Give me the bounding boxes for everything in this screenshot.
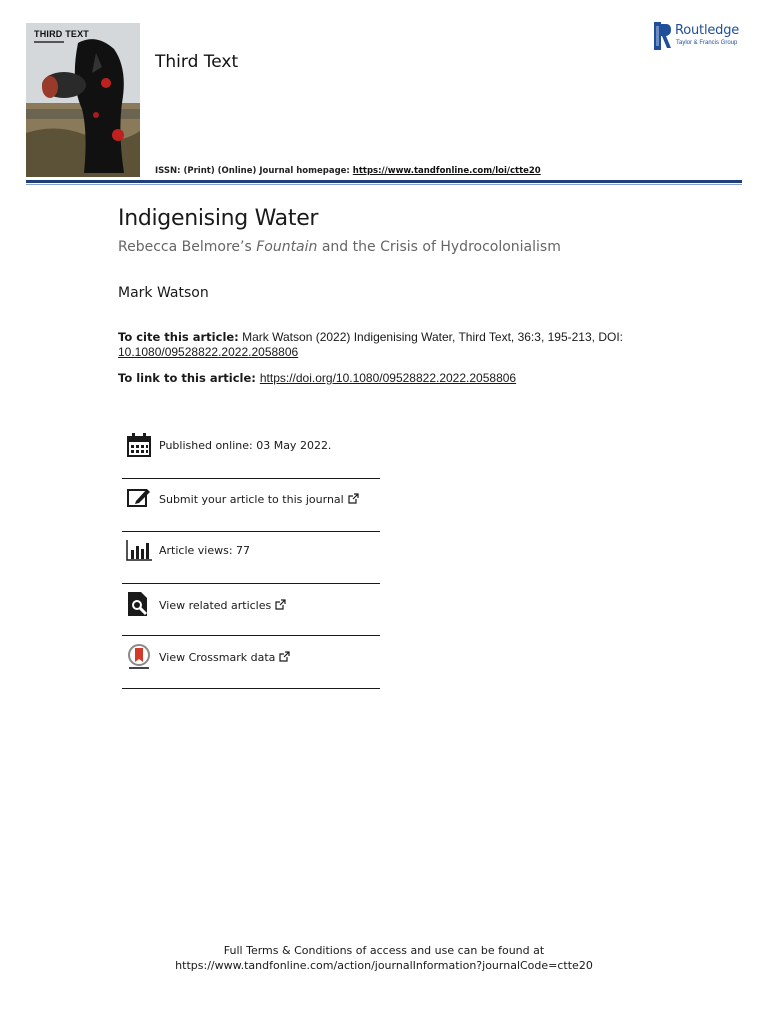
routledge-logo-icon	[654, 22, 672, 50]
cover-subtitle-line	[34, 41, 64, 43]
bar-chart-icon	[126, 538, 152, 564]
info-divider	[122, 531, 380, 532]
terms-footer	[0, 943, 768, 973]
published-online-text: Published online: 03 May 2022.	[159, 439, 332, 452]
publisher-name: Routledge	[675, 23, 740, 38]
subtitle-italic: Fountain	[256, 239, 318, 255]
submit-article-link[interactable]	[159, 493, 359, 506]
external-link-icon	[275, 599, 286, 610]
cover-artwork	[26, 23, 140, 177]
issn-line	[155, 166, 541, 176]
publisher-group: Taylor & Francis Group	[676, 40, 738, 46]
cite-text: Mark Watson (2022) Indigenising Water, Third Text, 36:3, 195-213, DOI:	[238, 330, 623, 344]
article-subtitle	[118, 239, 561, 255]
info-divider	[122, 478, 380, 479]
header-rule-thin	[26, 184, 742, 185]
published-online-item	[122, 432, 380, 484]
crossmark-icon	[126, 644, 152, 670]
info-divider	[122, 688, 380, 689]
article-title: Indigenising Water	[118, 206, 319, 231]
info-divider	[122, 583, 380, 584]
article-link-line	[118, 371, 516, 385]
external-link-icon	[279, 651, 290, 662]
related-articles-link[interactable]	[159, 599, 286, 612]
issn-text: ISSN: (Print) (Online) Journal homepage:	[155, 166, 350, 176]
link-label: To link to this article:	[118, 371, 256, 385]
cite-doi-link[interactable]: 10.1080/09528822.2022.2058806	[118, 345, 299, 359]
edit-icon	[126, 486, 152, 512]
crossmark-link[interactable]	[159, 651, 290, 664]
article-views-text: Article views: 77	[159, 544, 251, 557]
cover-title: THIRD TEXT	[34, 29, 89, 39]
external-link-icon	[348, 493, 359, 504]
calendar-icon	[126, 432, 152, 458]
header-rule	[26, 180, 742, 183]
citation-block	[118, 330, 638, 360]
article-author: Mark Watson	[118, 285, 209, 301]
journal-cover-image	[26, 23, 140, 177]
publisher-logo[interactable]	[654, 22, 746, 50]
article-doi-link[interactable]: https://doi.org/10.1080/09528822.2022.2058806	[259, 371, 517, 385]
submit-article-text: Submit your article to this journal	[159, 493, 344, 506]
journal-homepage-link[interactable]: https://www.tandfonline.com/loi/ctte20	[352, 166, 541, 176]
info-divider	[122, 635, 380, 636]
cite-label: To cite this article:	[118, 330, 239, 344]
terms-line: Full Terms & Conditions of access and use can be found at	[223, 944, 545, 957]
journal-name: Third Text	[155, 52, 239, 72]
terms-url[interactable]: https://www.tandfonline.com/action/journalInformation?journalCode=ctte20	[175, 959, 593, 972]
crossmark-text: View Crossmark data	[159, 651, 276, 664]
search-document-icon	[126, 591, 152, 617]
subtitle-part-1: Rebecca Belmore’s	[118, 239, 257, 255]
related-articles-text: View related articles	[159, 599, 272, 612]
subtitle-part-2: and the Crisis of Hydrocolonialism	[317, 239, 561, 255]
